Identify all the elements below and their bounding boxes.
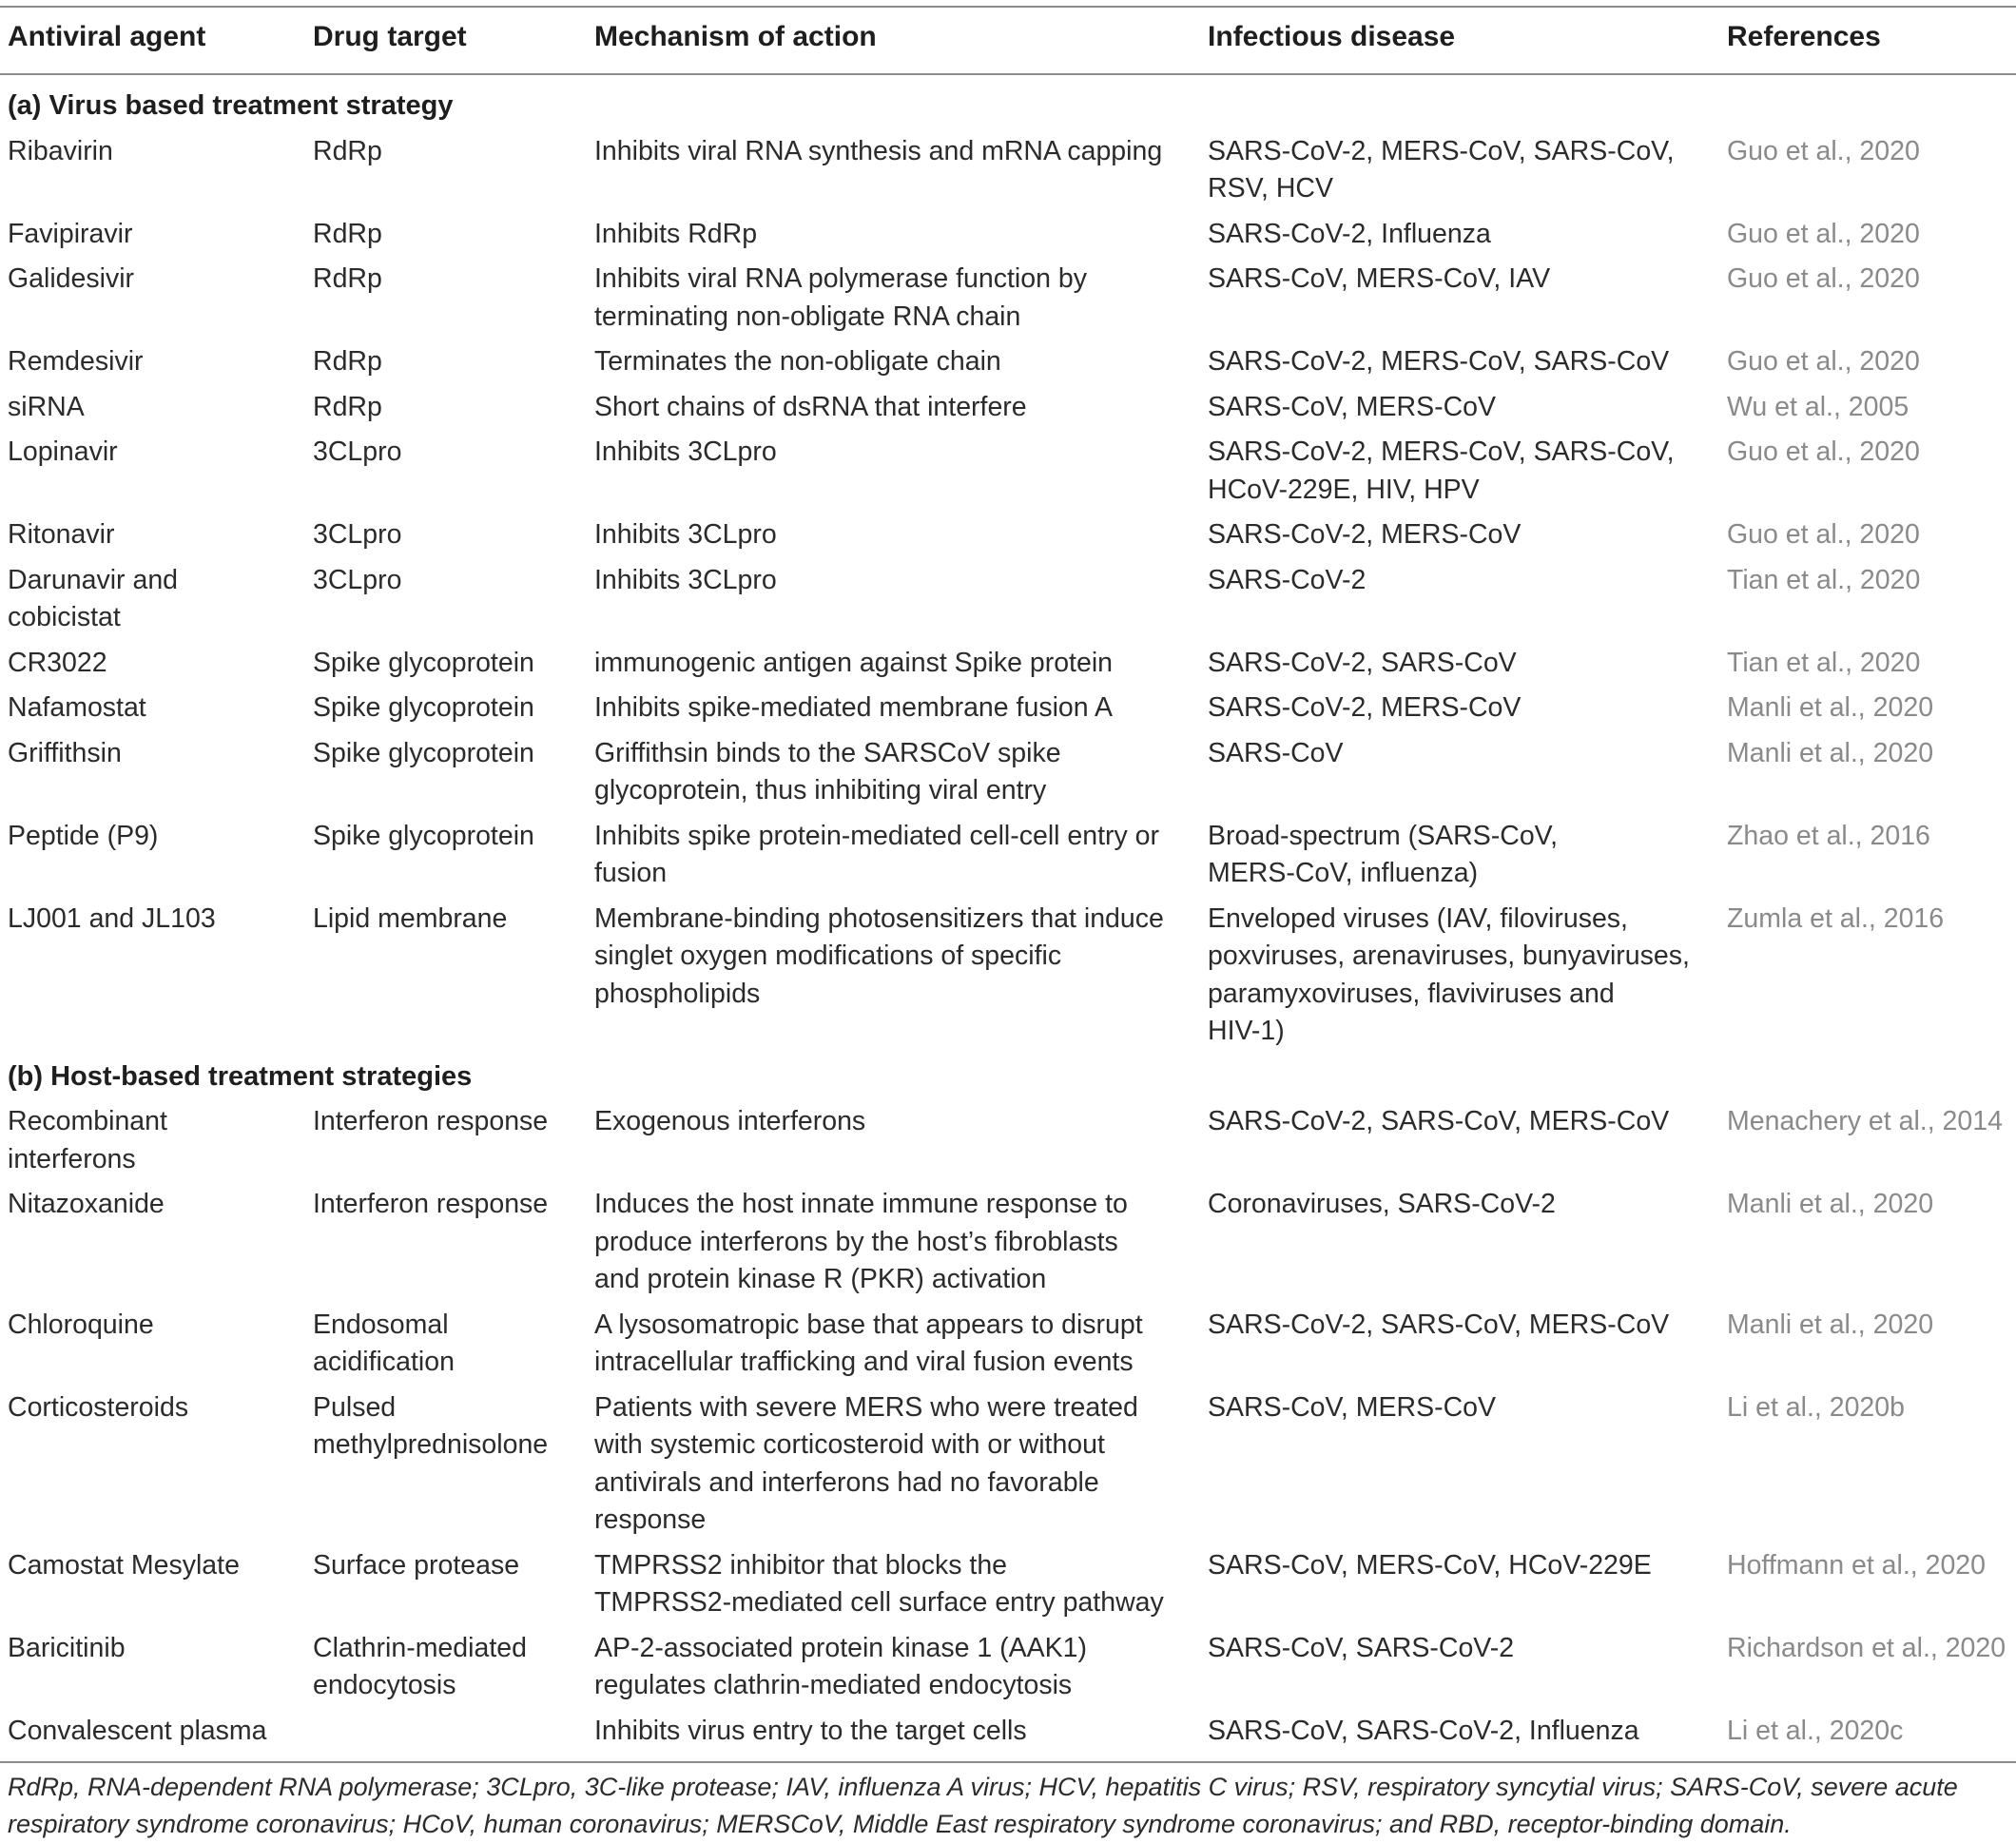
cell-mechanism xyxy=(594,735,1061,810)
cell-target-line: RdRp xyxy=(313,263,382,294)
cell-mechanism-line: A lysosomatropic base that appears to disrupt xyxy=(594,1309,1143,1340)
cell-agent-line: Baricitinib xyxy=(8,1632,126,1663)
cell-target-line: endocytosis xyxy=(313,1670,456,1700)
cell-target xyxy=(313,645,534,683)
cell-mechanism-line: Membrane-binding photosensitizers that induce xyxy=(594,902,1164,934)
cell-mechanism-line: intracellular trafficking and viral fusion events xyxy=(594,1347,1134,1377)
cell-agent xyxy=(8,434,118,472)
cell-agent-line: Nitazoxanide xyxy=(8,1189,165,1219)
cell-target-line: RdRp xyxy=(313,135,382,166)
cell-mechanism-line: singlet oxygen modifications of specific xyxy=(594,941,1062,971)
cell-mechanism xyxy=(594,689,1113,728)
cell-agent xyxy=(8,1186,165,1224)
cell-reference-line: Guo et al., 2020 xyxy=(1727,436,1920,467)
cell-agent-line: interferons xyxy=(8,1143,136,1174)
cell-mechanism-line: Terminates the non-obligate chain xyxy=(594,346,1001,377)
cell-disease-line: Broad-spectrum (SARS-CoV, xyxy=(1208,820,1558,851)
cell-agent-line: Lopinavir xyxy=(8,436,118,467)
cell-target xyxy=(313,516,401,554)
cell-reference xyxy=(1727,343,1920,381)
cell-disease xyxy=(1208,133,1674,208)
cell-disease-line: poxviruses, arenaviruses, bunyaviruses, xyxy=(1208,941,1690,971)
cell-reference xyxy=(1727,261,1920,299)
cell-agent-line: Darunavir and xyxy=(8,564,179,595)
cell-agent xyxy=(8,516,114,554)
cell-agent-line: Ribavirin xyxy=(8,135,113,166)
cell-agent-line: Chloroquine xyxy=(8,1309,154,1340)
cell-agent xyxy=(8,901,216,939)
cell-target xyxy=(313,1103,548,1141)
cell-target-line: Interferon response xyxy=(313,1189,549,1219)
cell-mechanism xyxy=(594,516,777,554)
cell-mechanism xyxy=(594,434,777,472)
cell-mechanism xyxy=(594,389,1027,427)
cell-disease-line: SARS-CoV-2, SARS-CoV xyxy=(1208,647,1517,678)
cell-reference xyxy=(1727,645,1920,683)
cell-target-line: Spike glycoprotein xyxy=(313,692,534,723)
cell-agent xyxy=(8,1103,167,1178)
cell-reference-line: Manli et al., 2020 xyxy=(1727,737,1934,768)
section-heading-virus-based: (a) Virus based treatment strategy xyxy=(8,90,454,121)
cell-disease-line: SARS-CoV, MERS-CoV xyxy=(1208,391,1497,422)
header-rule xyxy=(0,73,2016,75)
cell-reference-line: Tian et al., 2020 xyxy=(1727,647,1921,678)
cell-disease xyxy=(1208,1547,1652,1585)
cell-target-line: Spike glycoprotein xyxy=(313,737,534,768)
cell-disease-line: HIV-1) xyxy=(1208,1016,1285,1046)
cell-mechanism-line: phospholipids xyxy=(594,978,761,1009)
cell-disease xyxy=(1208,818,1558,893)
cell-reference xyxy=(1727,818,1930,856)
cell-reference xyxy=(1727,1103,2003,1141)
cell-reference-line: Zhao et al., 2016 xyxy=(1727,820,1930,851)
cell-mechanism-line: TMPRSS2 inhibitor that blocks the xyxy=(594,1549,1008,1581)
cell-mechanism xyxy=(594,562,777,600)
cell-target-line: Surface protease xyxy=(313,1549,520,1581)
cell-disease xyxy=(1208,343,1669,381)
cell-agent xyxy=(8,645,107,683)
cell-reference xyxy=(1727,1630,2006,1668)
cell-disease xyxy=(1208,1630,1514,1668)
cell-agent-line: Galidesivir xyxy=(8,263,135,294)
cell-target-line: RdRp xyxy=(313,391,382,422)
cell-mechanism xyxy=(594,901,1164,1014)
cell-reference xyxy=(1727,735,1933,773)
cell-disease xyxy=(1208,1389,1496,1427)
cell-mechanism xyxy=(594,818,1159,893)
cell-reference-line: Li et al., 2020b xyxy=(1727,1391,1905,1423)
cell-reference xyxy=(1727,1389,1905,1427)
cell-agent xyxy=(8,389,85,427)
cell-reference xyxy=(1727,1186,1933,1224)
cell-disease-line: HCoV-229E, HIV, HPV xyxy=(1208,474,1480,505)
cell-reference xyxy=(1727,516,1920,554)
cell-agent-line: Ritonavir xyxy=(8,519,115,550)
cell-target-line: 3CLpro xyxy=(313,519,402,550)
cell-disease-line: SARS-CoV-2, MERS-CoV xyxy=(1208,519,1522,550)
cell-mechanism-line: immunogenic antigen against Spike protein xyxy=(594,647,1114,678)
cell-agent-line: Griffithsin xyxy=(8,737,122,768)
header-mechanism: Mechanism of action xyxy=(594,21,877,52)
cell-disease-line: SARS-CoV, MERS-CoV xyxy=(1208,1391,1497,1423)
cell-reference-line: Manli et al., 2020 xyxy=(1727,1189,1934,1219)
cell-mechanism-line: Inhibits 3CLpro xyxy=(594,564,777,595)
cell-disease-line: SARS-CoV-2, MERS-CoV, SARS-CoV xyxy=(1208,346,1670,377)
cell-target xyxy=(313,1307,455,1382)
cell-target-line: Spike glycoprotein xyxy=(313,647,534,678)
cell-reference xyxy=(1727,562,1920,600)
cell-target xyxy=(313,261,382,299)
cell-mechanism-line: response xyxy=(594,1504,707,1535)
cell-disease xyxy=(1208,1713,1639,1751)
cell-agent-line: siRNA xyxy=(8,391,85,422)
cell-disease-line: paramyxoviruses, flaviviruses and xyxy=(1208,978,1615,1009)
cell-reference xyxy=(1727,901,1944,939)
cell-target xyxy=(313,1389,548,1465)
cell-mechanism-line: Inhibits 3CLpro xyxy=(594,519,777,550)
cell-agent-line: cobicistat xyxy=(8,602,121,632)
cell-mechanism-line: AP-2-associated protein kinase 1 (AAK1) xyxy=(594,1632,1088,1663)
cell-disease xyxy=(1208,645,1517,683)
cell-agent xyxy=(8,1389,188,1427)
cell-agent xyxy=(8,735,122,773)
cell-disease-line: SARS-CoV-2, SARS-CoV, MERS-CoV xyxy=(1208,1106,1670,1136)
cell-mechanism xyxy=(594,261,1087,336)
cell-target-line: RdRp xyxy=(313,218,382,249)
cell-disease-line: SARS-CoV, SARS-CoV-2 xyxy=(1208,1632,1515,1663)
cell-agent-line: Peptide (P9) xyxy=(8,820,159,851)
cell-mechanism xyxy=(594,1547,1164,1622)
cell-mechanism xyxy=(594,133,1162,171)
cell-target-line: Interferon response xyxy=(313,1106,549,1136)
cell-mechanism-line: Inhibits spike protein-mediated cell-cell entry or xyxy=(594,820,1160,851)
cell-disease-line: SARS-CoV-2 xyxy=(1208,564,1367,595)
cell-target xyxy=(313,389,382,427)
cell-disease xyxy=(1208,389,1496,427)
cell-target-line: Spike glycoprotein xyxy=(313,820,534,851)
cell-disease xyxy=(1208,689,1521,728)
section-heading-host-based: (b) Host-based treatment strategies xyxy=(8,1060,473,1092)
cell-agent-line: CR3022 xyxy=(8,647,107,678)
cell-target xyxy=(313,216,382,254)
cell-mechanism xyxy=(594,1713,1027,1751)
cell-mechanism-line: glycoprotein, thus inhibiting viral entry xyxy=(594,775,1047,805)
table-footnote: RdRp, RNA-dependent RNA polymerase; 3CLpro, 3C-like protease; IAV, influenza A virus; HCV, hepatitis C virus; RSV, respiratory syncytial virus; SARS-CoV, severe acute respiratory syndrome coronavirus; HCoV, human coronavirus; MERSCoV, Middle East respiratory syndrome coronavirus; and RBD, receptor-binding domain. xyxy=(8,1773,1958,1838)
table-top-rule xyxy=(0,6,2016,8)
cell-reference xyxy=(1727,434,1920,472)
cell-mechanism-line: produce interferons by the host’s fibroblasts xyxy=(594,1226,1118,1257)
header-infectious-disease: Infectious disease xyxy=(1208,21,1456,52)
cell-disease xyxy=(1208,434,1674,509)
cell-mechanism-line: Inhibits viral RNA polymerase function by xyxy=(594,263,1087,294)
cell-reference xyxy=(1727,133,1920,171)
cell-reference xyxy=(1727,1307,1933,1345)
cell-mechanism xyxy=(594,1103,865,1141)
cell-mechanism xyxy=(594,1389,1138,1540)
cell-agent-line: LJ001 and JL103 xyxy=(8,902,216,934)
cell-disease-line: SARS-CoV xyxy=(1208,737,1344,768)
cell-target xyxy=(313,1630,527,1705)
cell-mechanism-line: with systemic corticosteroid with or without xyxy=(594,1429,1105,1460)
cell-mechanism xyxy=(594,645,1113,683)
cell-reference-line: Manli et al., 2020 xyxy=(1727,1309,1934,1340)
cell-mechanism xyxy=(594,1307,1143,1382)
cell-reference-line: Guo et al., 2020 xyxy=(1727,263,1920,294)
cell-reference-line: Guo et al., 2020 xyxy=(1727,519,1920,550)
cell-disease-line: SARS-CoV-2, Influenza xyxy=(1208,218,1491,249)
cell-reference-line: Tian et al., 2020 xyxy=(1727,564,1921,595)
cell-reference-line: Manli et al., 2020 xyxy=(1727,692,1934,723)
cell-reference-line: Wu et al., 2005 xyxy=(1727,391,1909,422)
cell-target xyxy=(313,1186,548,1224)
cell-mechanism-line: Short chains of dsRNA that interfere xyxy=(594,391,1027,422)
cell-target xyxy=(313,818,534,856)
cell-agent xyxy=(8,818,158,856)
cell-disease xyxy=(1208,1186,1556,1224)
cell-reference-line: Guo et al., 2020 xyxy=(1727,135,1920,166)
cell-agent xyxy=(8,343,144,381)
cell-reference-line: Richardson et al., 2020 xyxy=(1727,1632,2006,1663)
cell-mechanism-line: terminating non-obligate RNA chain xyxy=(594,301,1021,332)
cell-reference xyxy=(1727,1713,1903,1751)
cell-mechanism-line: Exogenous interferons xyxy=(594,1106,866,1136)
cell-disease-line: SARS-CoV-2, MERS-CoV, SARS-CoV, xyxy=(1208,436,1675,467)
cell-disease xyxy=(1208,216,1491,254)
cell-reference-line: Hoffmann et al., 2020 xyxy=(1727,1549,1986,1581)
cell-agent xyxy=(8,1630,126,1668)
cell-agent-line: Camostat Mesylate xyxy=(8,1549,240,1581)
cell-agent-line: Recombinant xyxy=(8,1106,167,1136)
cell-target-line: acidification xyxy=(313,1347,455,1377)
cell-agent xyxy=(8,133,113,171)
cell-target-line: 3CLpro xyxy=(313,436,402,467)
cell-target xyxy=(313,689,534,728)
cell-agent xyxy=(8,562,178,637)
cell-agent xyxy=(8,689,146,728)
cell-mechanism-line: Inhibits viral RNA synthesis and mRNA capping xyxy=(594,135,1163,166)
cell-disease-line: SARS-CoV, MERS-CoV, IAV xyxy=(1208,263,1551,294)
cell-agent-line: Nafamostat xyxy=(8,692,146,723)
cell-disease-line: SARS-CoV-2, MERS-CoV xyxy=(1208,692,1522,723)
cell-agent-line: Remdesivir xyxy=(8,346,144,377)
cell-target-line: Endosomal xyxy=(313,1309,449,1340)
cell-target-line: Lipid membrane xyxy=(313,902,508,934)
cell-mechanism xyxy=(594,343,1001,381)
cell-disease xyxy=(1208,1103,1669,1141)
cell-mechanism-line: Inhibits 3CLpro xyxy=(594,436,777,467)
cell-mechanism-line: Griffithsin binds to the SARSCoV spike xyxy=(594,737,1061,768)
cell-disease-line: RSV, HCV xyxy=(1208,173,1333,204)
cell-agent xyxy=(8,216,132,254)
cell-agent-line: Corticosteroids xyxy=(8,1391,189,1423)
cell-disease-line: SARS-CoV, SARS-CoV-2, Influenza xyxy=(1208,1715,1639,1746)
cell-disease xyxy=(1208,735,1344,773)
cell-reference-line: Menachery et al., 2014 xyxy=(1727,1106,2003,1136)
cell-reference xyxy=(1727,1547,1986,1585)
cell-agent xyxy=(8,1713,266,1751)
cell-mechanism-line: Inhibits virus entry to the target cells xyxy=(594,1715,1027,1746)
cell-mechanism-line: Inhibits spike-mediated membrane fusion A xyxy=(594,692,1113,723)
cell-target-line: RdRp xyxy=(313,346,382,377)
cell-agent-line: Convalescent plasma xyxy=(8,1715,267,1746)
cell-agent xyxy=(8,1307,154,1345)
cell-disease-line: Enveloped viruses (IAV, filoviruses, xyxy=(1208,902,1628,934)
cell-target-line: 3CLpro xyxy=(313,564,402,595)
cell-disease-line: SARS-CoV-2, SARS-CoV, MERS-CoV xyxy=(1208,1309,1670,1340)
cell-reference-line: Guo et al., 2020 xyxy=(1727,346,1920,377)
cell-target-line: Clathrin-mediated xyxy=(313,1632,527,1663)
cell-target-line: methylprednisolone xyxy=(313,1429,549,1460)
cell-mechanism-line: antivirals and interferons had no favorable xyxy=(594,1466,1099,1498)
cell-agent xyxy=(8,1547,240,1585)
header-antiviral-agent: Antiviral agent xyxy=(8,21,206,52)
cell-mechanism-line: regulates clathrin-mediated endocytosis xyxy=(594,1670,1073,1700)
cell-reference-line: Guo et al., 2020 xyxy=(1727,218,1920,249)
cell-reference xyxy=(1727,389,1909,427)
cell-disease-line: SARS-CoV-2, MERS-CoV, SARS-CoV, xyxy=(1208,135,1675,166)
cell-disease-line: SARS-CoV, MERS-CoV, HCoV-229E xyxy=(1208,1549,1652,1581)
cell-reference xyxy=(1727,689,1933,728)
cell-mechanism-line: Induces the host innate immune response to xyxy=(594,1189,1128,1219)
cell-disease xyxy=(1208,516,1521,554)
cell-mechanism-line: and protein kinase R (PKR) activation xyxy=(594,1264,1047,1294)
cell-agent-line: Favipiravir xyxy=(8,218,133,249)
cell-mechanism xyxy=(594,1630,1087,1705)
cell-target-line: Pulsed xyxy=(313,1391,397,1423)
cell-disease xyxy=(1208,1307,1669,1345)
header-drug-target: Drug target xyxy=(313,21,467,52)
table-bottom-rule xyxy=(0,1761,2016,1763)
cell-disease xyxy=(1208,901,1690,1051)
cell-mechanism-line: TMPRSS2-mediated cell surface entry pathway xyxy=(594,1587,1164,1618)
cell-reference-line: Zumla et al., 2016 xyxy=(1727,902,1945,934)
cell-mechanism-line: Inhibits RdRp xyxy=(594,218,758,249)
cell-mechanism-line: Patients with severe MERS who were treated xyxy=(594,1391,1138,1423)
cell-disease xyxy=(1208,261,1550,299)
cell-target xyxy=(313,735,534,773)
header-references: References xyxy=(1727,21,1881,52)
cell-agent xyxy=(8,261,134,299)
cell-disease-line: MERS-CoV, influenza) xyxy=(1208,858,1479,888)
cell-reference xyxy=(1727,216,1920,254)
cell-mechanism xyxy=(594,1186,1128,1299)
cell-target xyxy=(313,562,401,600)
cell-target xyxy=(313,901,507,939)
cell-target xyxy=(313,1547,519,1585)
cell-target xyxy=(313,434,401,472)
cell-mechanism-line: fusion xyxy=(594,858,668,888)
cell-target xyxy=(313,343,382,381)
cell-mechanism xyxy=(594,216,757,254)
cell-target xyxy=(313,133,382,171)
cell-disease xyxy=(1208,562,1366,600)
cell-reference-line: Li et al., 2020c xyxy=(1727,1715,1904,1746)
cell-disease-line: Coronaviruses, SARS-CoV-2 xyxy=(1208,1189,1556,1219)
